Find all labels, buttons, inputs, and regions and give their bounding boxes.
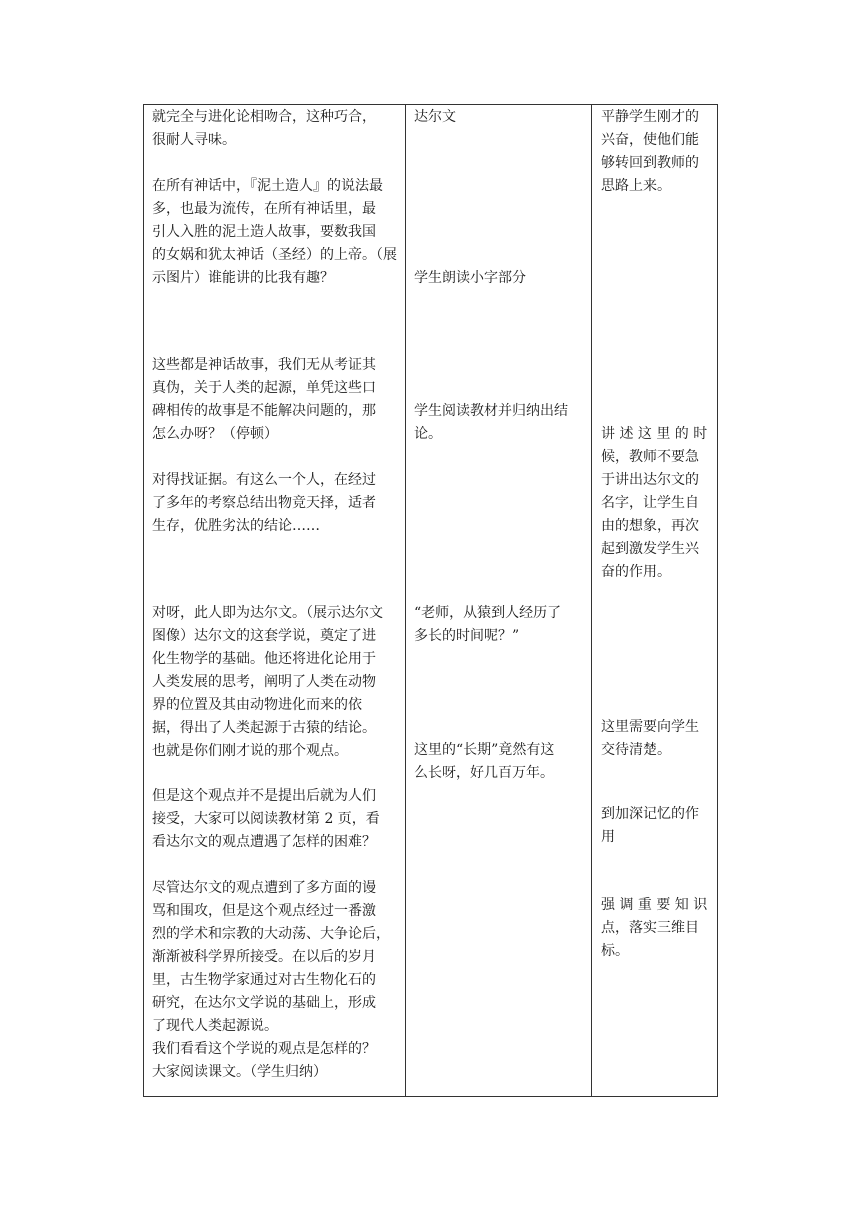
- teacher-paragraph-1: 就完全与进化论相吻合，这种巧合， 很耐人寻味。: [152, 109, 376, 148]
- student-paragraph-5: 这里的“长期”竟然有这 么长呀，好几百万年。: [414, 742, 555, 781]
- student-paragraph-3: 学生阅读教材并归纳出结 论。: [414, 403, 568, 442]
- intent-paragraph-5: 强 调 重 要 知 识 点，落实三维目 标。: [601, 897, 708, 959]
- teacher-paragraph-2: 在所有神话中，『泥土造人』的说法最 多，也最为流传，在所有神话里，最 引人入胜的泥土造人故事，要数我国 的女娲和犹太神话（圣经）的上帝。（展 示图片）谁能讲的比我有趣？: [152, 178, 397, 286]
- teacher-paragraph-3: 这些都是神话故事，我们无从考证其 真伪，关于人类的起源，单凭这些口 碑相传的故事是不能解决问题的，那 怎么办呀？（停顿）: [152, 357, 376, 442]
- student-paragraph-4: “老师，从猿到人经历了 多长的时间呢？”: [414, 605, 562, 644]
- intent-paragraph-3: 这里需要向学生 交待清楚。: [601, 719, 699, 758]
- teacher-paragraph-4: 对得找证据。有这么一个人，在经过 了多年的考察总结出物竞天择，适者 生存，优胜劣汰的结论……: [152, 472, 376, 534]
- intent-paragraph-2: 讲 述 这 里 的 时 候，教师不要急 于讲出达尔文的 名字，让学生自 由的想象，再次 起到激发学生兴 奋的作用。: [601, 426, 708, 580]
- intent-paragraph-4: 到加深记忆的作 用: [601, 806, 699, 845]
- teacher-paragraph-7: 尽管达尔文的观点遭到了多方面的谩 骂和围攻，但是这个观点经过一番激 烈的学术和宗教的大动荡、大争论后， 渐渐被科学界所接受。在以后的岁月 里，古生物学家通过对古生物化石的 研究，在达尔文学说的基础上，形成 了现代人类起源说。 我们看看这个学说的观点是怎样的？ 大家阅读课文。（学生归纳）: [152, 880, 390, 1080]
- teacher-paragraph-5: 对呀，此人即为达尔文。（展示达尔文 图像）达尔文的这套学说，奠定了进 化生物学的基础。他还将进化论用于 人类发展的思考，阐明了人类在动物 界的位置及其由动物进化而来的依 据，得出了人类起源于古猿的结论。 也就是你们刚才说的那个观点。: [152, 605, 383, 759]
- column-divider-2: [591, 105, 592, 1096]
- student-paragraph-1: 达尔文: [414, 109, 456, 125]
- teacher-paragraph-6: 但是这个观点并不是提出后就为人们 接受，大家可以阅读教材第 2 页，看 看达尔文的观点遭遇了怎样的困难？: [152, 788, 380, 850]
- lesson-plan-table: [143, 104, 718, 1097]
- student-paragraph-2: 学生朗读小字部分: [414, 270, 526, 286]
- intent-paragraph-1: 平静学生刚才的 兴奋，使他们能 够转回到教师的 思路上来。: [601, 109, 699, 194]
- column-divider-1: [405, 105, 406, 1096]
